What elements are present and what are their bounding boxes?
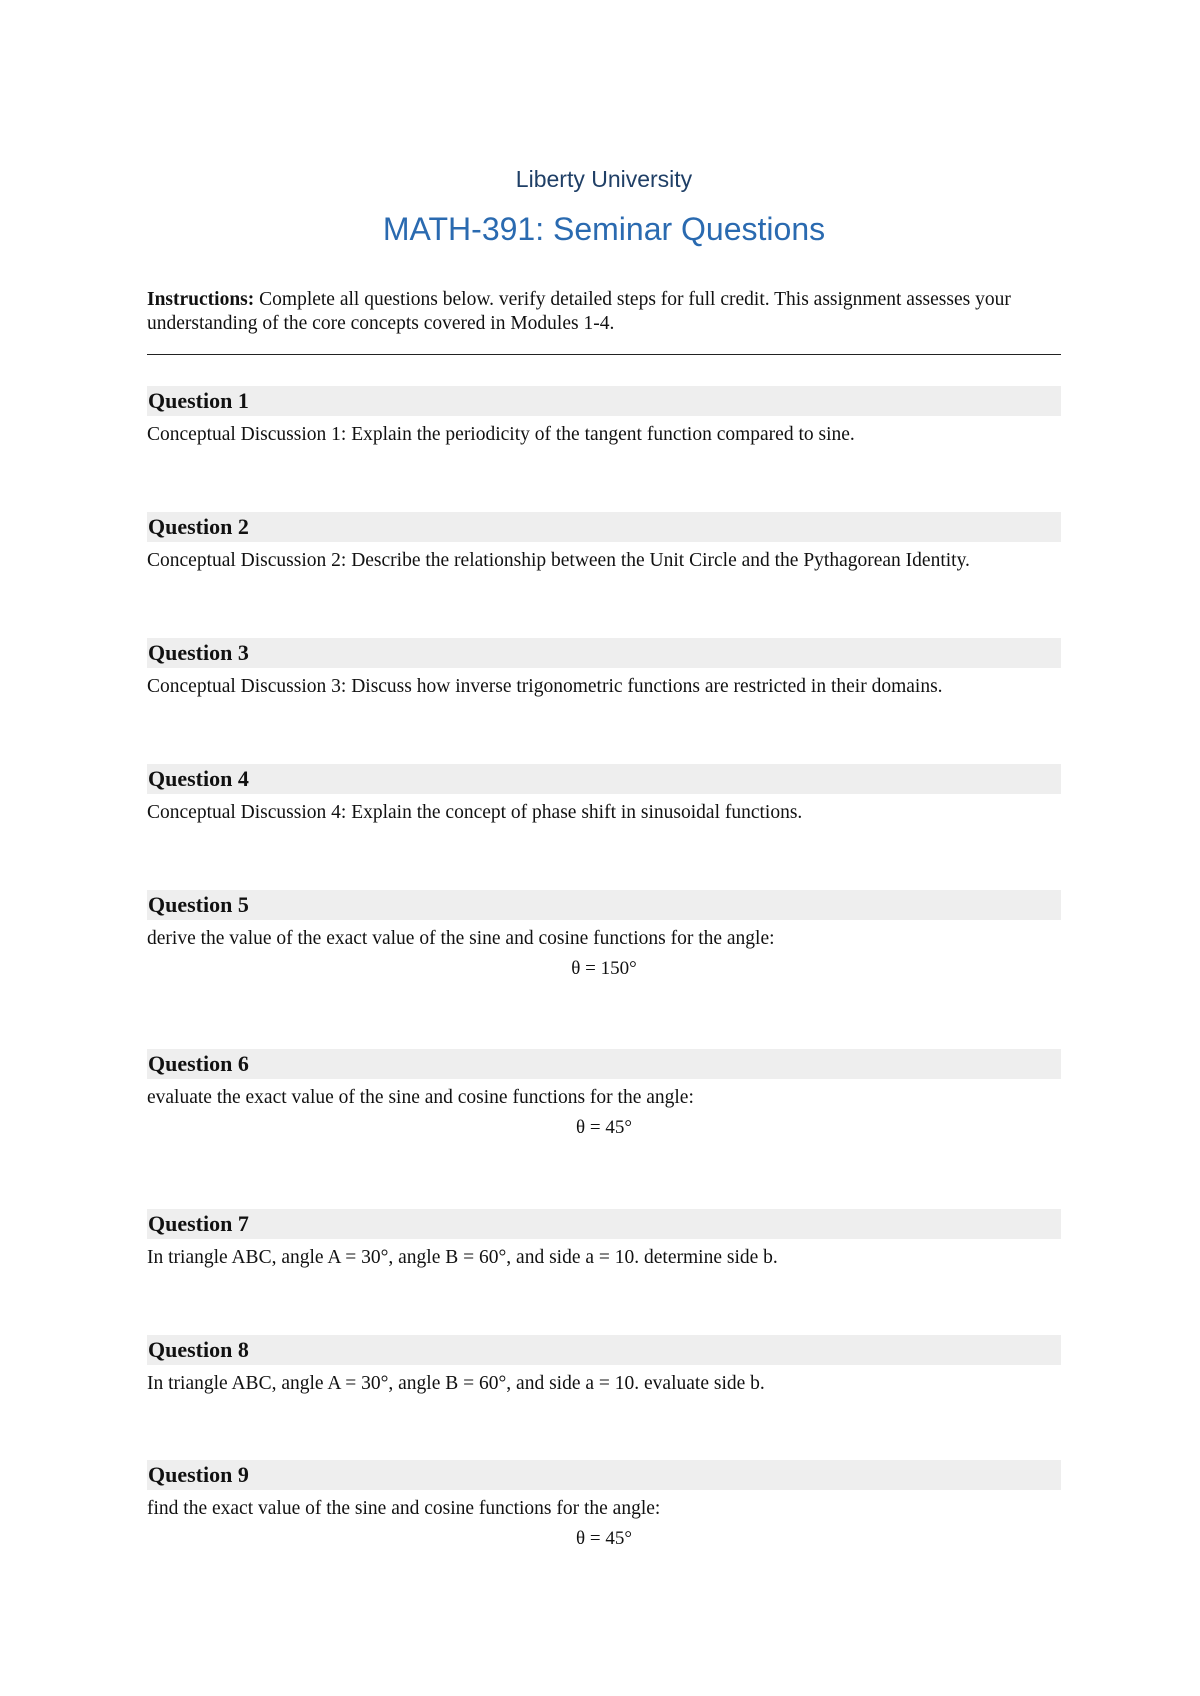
question-text: evaluate the exact value of the sine and cosine functions for the angle: <box>147 1087 694 1108</box>
question-block-1 <box>147 386 1061 446</box>
question-title: Question 7 <box>147 1209 1061 1239</box>
question-equation: θ = 150° <box>571 958 637 979</box>
question-text: find the exact value of the sine and cosine functions for the angle: <box>147 1498 661 1519</box>
instructions-text: Complete all questions below. verify detailed steps for full credit. This assignment assesses your understanding of the core concepts covered in Modules 1-4. <box>147 289 1011 334</box>
question-text: derive the value of the exact value of the sine and cosine functions for the angle: <box>147 928 775 949</box>
course-title: MATH-391: Seminar Questions <box>382 211 826 247</box>
question-text: In triangle ABC, angle A = 30°, angle B = 60°, and side a = 10. determine side b. <box>147 1247 778 1268</box>
question-title: Question 3 <box>147 638 1061 668</box>
question-title: Question 2 <box>147 512 1061 542</box>
question-text: In triangle ABC, angle A = 30°, angle B = 60°, and side a = 10. evaluate side b. <box>147 1373 765 1394</box>
question-block-8 <box>147 1335 1061 1395</box>
question-title: Question 9 <box>147 1460 1061 1490</box>
question-title: Question 6 <box>147 1049 1061 1079</box>
question-text: Conceptual Discussion 1: Explain the periodicity of the tangent function compared to sine. <box>147 424 855 445</box>
question-block-6 <box>147 1049 1061 1139</box>
question-block-4 <box>147 764 1061 824</box>
question-title: Question 8 <box>147 1335 1061 1365</box>
question-block-9 <box>147 1460 1061 1550</box>
instructions-paragraph <box>147 288 1061 336</box>
question-block-3 <box>147 638 1061 698</box>
question-title: Question 4 <box>147 764 1061 794</box>
question-block-7 <box>147 1209 1061 1269</box>
question-title: Question 1 <box>147 386 1061 416</box>
question-block-2 <box>147 512 1061 572</box>
question-text: Conceptual Discussion 3: Discuss how inverse trigonometric functions are restricted in their domains. <box>147 676 943 697</box>
instructions-label: Instructions: <box>147 289 255 310</box>
university-name: Liberty University <box>515 166 693 192</box>
horizontal-divider <box>147 354 1061 355</box>
question-equation: θ = 45° <box>576 1117 632 1138</box>
question-equation: θ = 45° <box>576 1528 632 1549</box>
question-text: Conceptual Discussion 2: Describe the relationship between the Unit Circle and the Pythagorean Identity. <box>147 550 970 571</box>
question-title: Question 5 <box>147 890 1061 920</box>
question-text: Conceptual Discussion 4: Explain the concept of phase shift in sinusoidal functions. <box>147 802 803 823</box>
question-block-5 <box>147 890 1061 980</box>
